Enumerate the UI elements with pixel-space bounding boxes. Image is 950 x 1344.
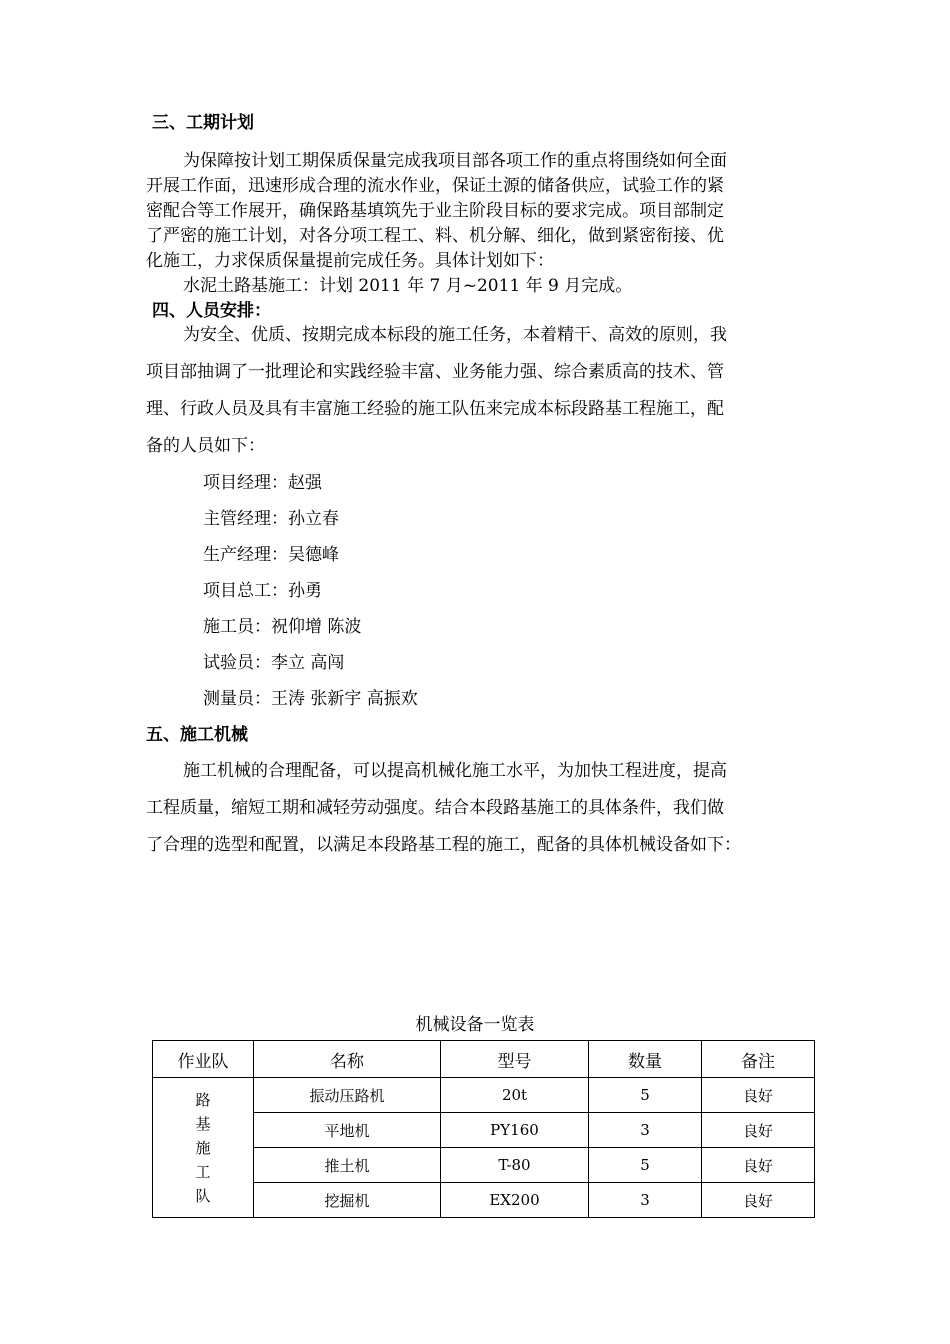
equipment-table xyxy=(152,1040,815,1218)
cell-model: T-80 xyxy=(441,1148,589,1183)
team-char: 施 xyxy=(195,1138,211,1157)
header-name: 名称 xyxy=(254,1041,441,1078)
staff-item: 项目总工：孙勇 xyxy=(203,581,322,601)
staff-item: 主管经理：孙立春 xyxy=(203,509,339,529)
cell-note: 良好 xyxy=(702,1148,815,1183)
team-char: 路 xyxy=(195,1090,211,1109)
section4-line-1: 为安全、优质、按期完成本标段的施工任务，本着精干、高效的原则，我 xyxy=(183,325,727,345)
table-title: 机械设备一览表 xyxy=(415,1015,535,1035)
cell-quantity: 3 xyxy=(589,1183,702,1218)
section5-line-2: 工程质量，缩短工期和减轻劳动强度。结合本段路基施工的具体条件，我们做 xyxy=(146,798,724,818)
header-quantity: 数量 xyxy=(589,1041,702,1078)
cell-quantity: 3 xyxy=(589,1113,702,1148)
cell-model: EX200 xyxy=(441,1183,589,1218)
staff-item: 施工员：祝仰增 陈波 xyxy=(203,617,362,637)
section5-line-1: 施工机械的合理配备，可以提高机械化施工水平，为加快工程进度，提高 xyxy=(183,761,727,781)
section5-line-3: 了合理的选型和配置，以满足本段路基工程的施工，配备的具体机械设备如下： xyxy=(146,835,741,855)
header-model: 型号 xyxy=(441,1041,589,1078)
cell-quantity: 5 xyxy=(589,1078,702,1113)
header-note: 备注 xyxy=(702,1041,815,1078)
cell-name: 推土机 xyxy=(254,1148,441,1183)
cell-model: PY160 xyxy=(441,1113,589,1148)
team-char: 队 xyxy=(195,1186,211,1205)
section4-line-3: 理、行政人员及具有丰富施工经验的施工队伍来完成本标段路基工程施工，配 xyxy=(146,399,724,419)
section3-line-2: 开展工作面，迅速形成合理的流水作业，保证土源的储备供应，试验工作的紧 xyxy=(146,176,724,196)
section3-line-3: 密配合等工作展开，确保路基填筑先于业主阶段目标的要求完成。项目部制定 xyxy=(146,201,724,221)
team-char: 基 xyxy=(195,1114,211,1133)
cell-model: 20t xyxy=(441,1078,589,1113)
section4-line-4: 备的人员如下： xyxy=(146,436,265,456)
table-header-row xyxy=(153,1041,815,1078)
section3-line-4: 了严密的施工计划，对各分项工程工、料、机分解、细化，做到紧密衔接、优 xyxy=(146,226,724,246)
team-cell xyxy=(153,1078,254,1218)
section3-line-1: 为保障按计划工期保质保量完成我项目部各项工作的重点将围绕如何全面 xyxy=(183,151,727,171)
section4-heading: 四、人员安排： xyxy=(152,301,271,321)
section3-heading: 三、工期计划 xyxy=(152,113,254,133)
team-char: 工 xyxy=(195,1162,211,1181)
cell-note: 良好 xyxy=(702,1113,815,1148)
cell-name: 振动压路机 xyxy=(254,1078,441,1113)
section3-line-6: 水泥土路基施工：计划 2011 年 7 月~2011 年 9 月完成。 xyxy=(183,276,633,296)
staff-item: 试验员：李立 高闯 xyxy=(203,653,345,673)
section5-heading: 五、施工机械 xyxy=(146,725,248,745)
cell-quantity: 5 xyxy=(589,1148,702,1183)
section4-line-2: 项目部抽调了一批理论和实践经验丰富、业务能力强、综合素质高的技术、管 xyxy=(146,362,724,382)
header-team: 作业队 xyxy=(153,1041,254,1078)
cell-name: 平地机 xyxy=(254,1113,441,1148)
staff-item: 项目经理：赵强 xyxy=(203,473,322,493)
staff-item: 测量员：王涛 张新宇 高振欢 xyxy=(203,689,418,709)
table-row xyxy=(153,1078,815,1113)
section3-line-5: 化施工，力求保质保量提前完成任务。具体计划如下： xyxy=(146,251,554,271)
staff-item: 生产经理：吴德峰 xyxy=(203,545,339,565)
cell-note: 良好 xyxy=(702,1078,815,1113)
cell-note: 良好 xyxy=(702,1183,815,1218)
cell-name: 挖掘机 xyxy=(254,1183,441,1218)
